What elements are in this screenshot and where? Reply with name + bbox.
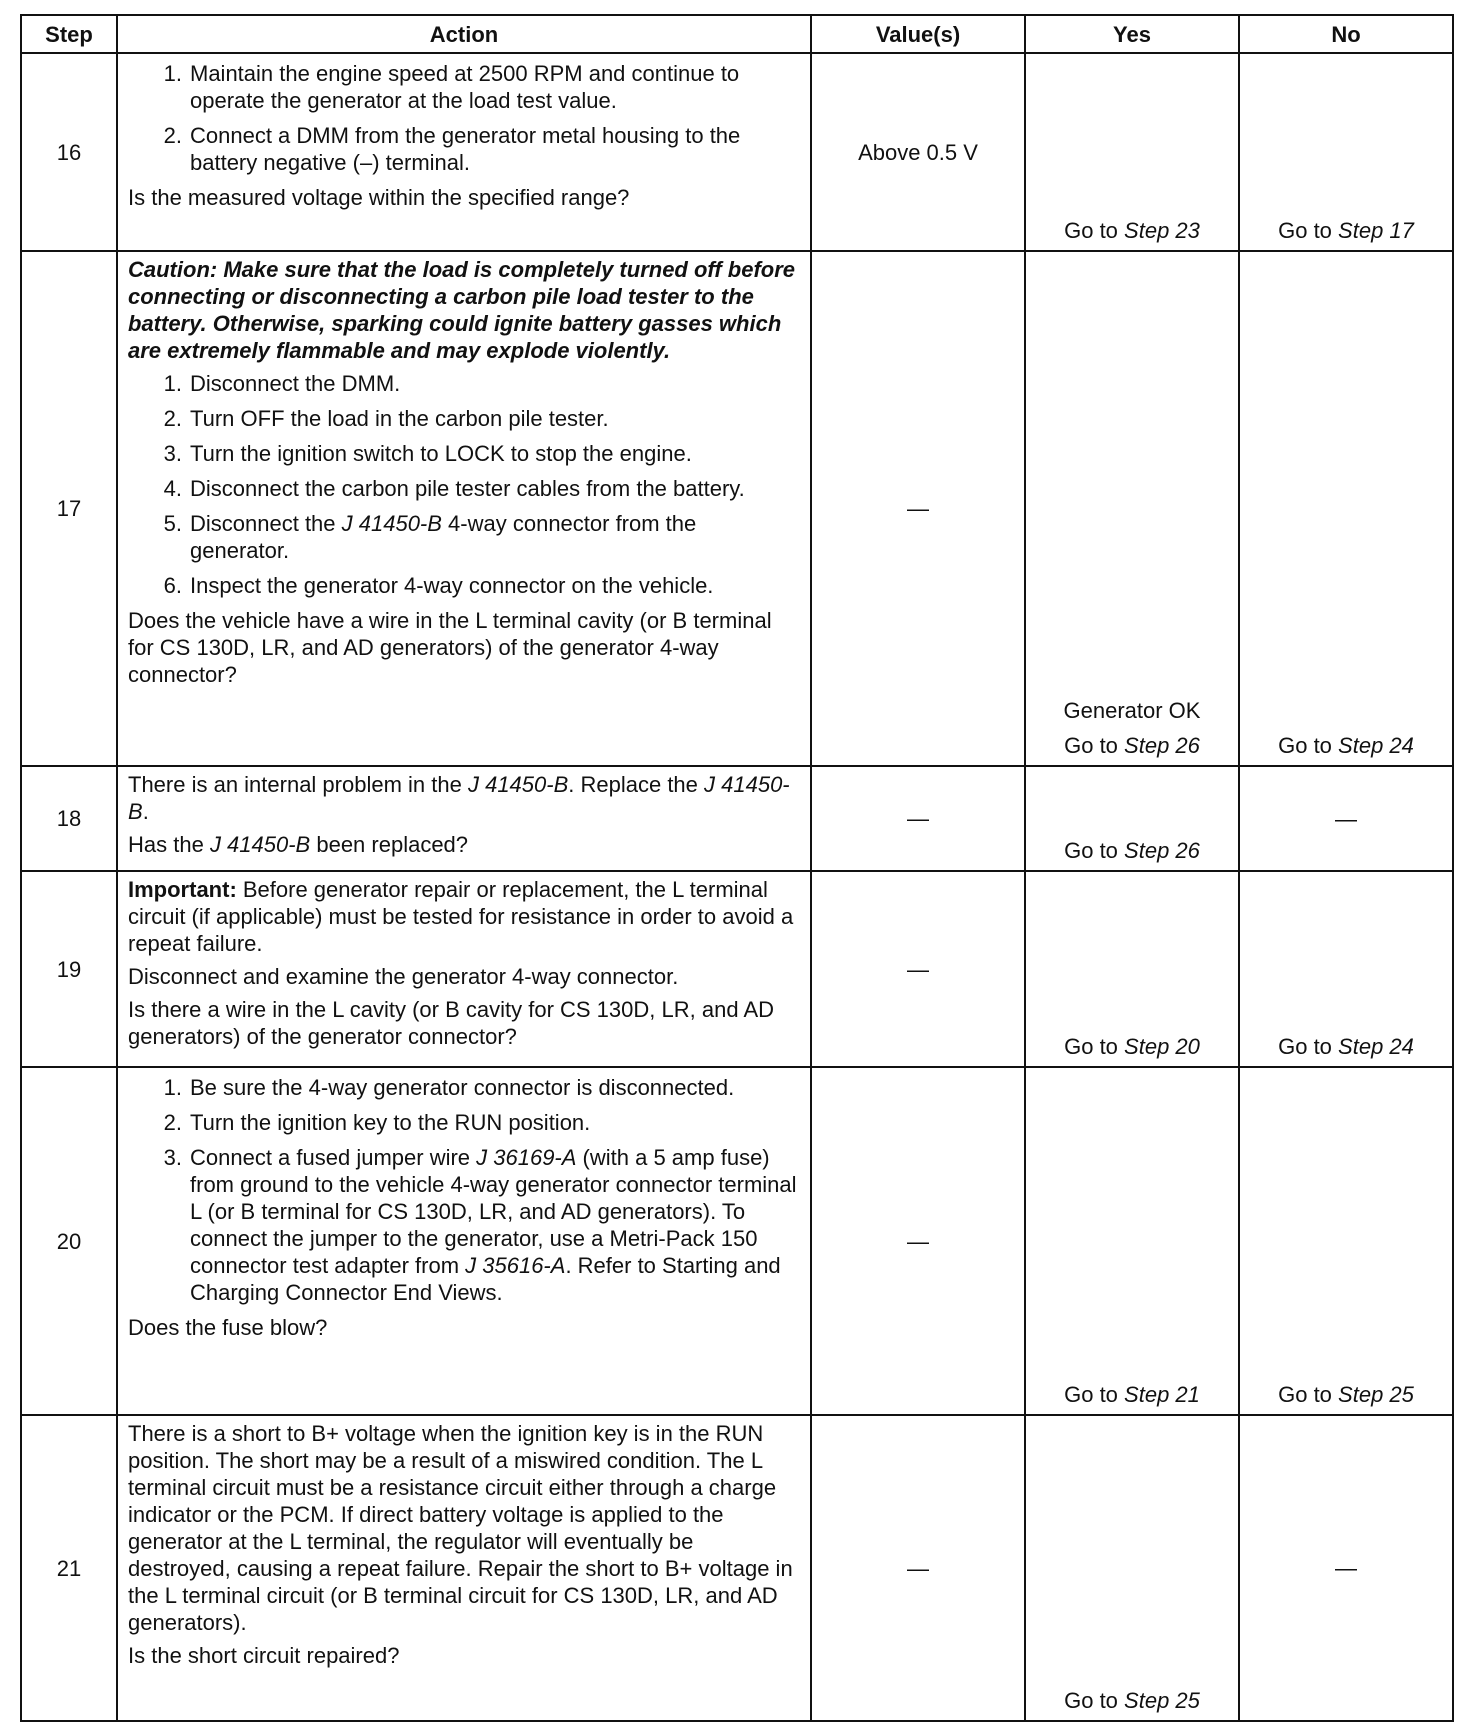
question-text: Has the J 41450-B been replaced? xyxy=(128,832,469,857)
tool-number: J 41450-B xyxy=(467,772,569,797)
list-item: 2. Turn the ignition key to the RUN position. xyxy=(163,1110,591,1135)
step-number: 16 xyxy=(21,53,117,251)
tool-number: J 41450-B xyxy=(128,772,790,824)
step-link[interactable]: Step 26 xyxy=(1124,838,1200,863)
action-text: There is an internal problem in the J 41450-B. Replace the J 41450-B. xyxy=(128,772,790,824)
action-cell xyxy=(117,871,811,1067)
value-cell: — xyxy=(811,251,1025,766)
action-cell xyxy=(117,766,811,871)
step-number: 19 xyxy=(21,871,117,1067)
header-values: Value(s) xyxy=(811,15,1025,53)
table-row-step-17 xyxy=(21,251,1453,766)
list-item: 3. Turn the ignition switch to LOCK to stop the engine. xyxy=(163,441,692,466)
step-link[interactable]: Step 20 xyxy=(1124,1034,1200,1059)
yes-cell: Go to Step 26 xyxy=(1025,766,1239,871)
result-note: Generator OK xyxy=(1063,698,1201,723)
action-cell xyxy=(117,1067,811,1415)
question-text: Does the vehicle have a wire in the L terminal cavity (or B terminal for CS 130D, LR, and AD generators) of the generator 4-way connector? xyxy=(128,608,772,687)
step-link[interactable]: Step 24 xyxy=(1338,1034,1414,1059)
no-cell xyxy=(1239,1415,1453,1721)
header-step: Step xyxy=(21,15,117,53)
yes-cell: Go to Step 23 xyxy=(1025,53,1239,251)
no-cell: Go to Step 24 xyxy=(1239,871,1453,1067)
list-item: 3. Connect a fused jumper wire J 36169-A (with a 5 amp fuse) from ground to the vehicle 4-way generator connector terminal L (or B terminal for CS 130D, LR, and AD generators). To connect the jumper to the generator, use a Metri-Pack 150 connector test adapter from J 35616-A. Refer to Starting and Charging Connector End Views. xyxy=(163,1145,797,1305)
no-cell xyxy=(1239,766,1453,871)
header-no: No xyxy=(1239,15,1453,53)
header-action: Action xyxy=(117,15,811,53)
yes-cell: Generator OK Go to Step 26 xyxy=(1025,251,1239,766)
list-item: 5. Disconnect the J 41450-B 4-way connector from the generator. xyxy=(163,511,697,563)
yes-cell: Go to Step 25 xyxy=(1025,1415,1239,1721)
no-cell: Go to Step 17 xyxy=(1239,53,1453,251)
no-value: — xyxy=(1335,1555,1357,1581)
value-cell: — xyxy=(811,1067,1025,1415)
step-link[interactable]: Step 24 xyxy=(1338,733,1414,758)
value-cell: — xyxy=(811,1415,1025,1721)
tool-number: J 41450-B xyxy=(341,511,442,536)
list-item: 4. Disconnect the carbon pile tester cables from the battery. xyxy=(163,476,745,501)
action-text: Disconnect and examine the generator 4-way connector. xyxy=(128,964,679,989)
yes-cell: Go to Step 21 xyxy=(1025,1067,1239,1415)
question-text: Is the measured voltage within the specified range? xyxy=(128,185,630,210)
yes-cell: Go to Step 20 xyxy=(1025,871,1239,1067)
list-item: 1. Be sure the 4-way generator connector is disconnected. xyxy=(163,1075,735,1100)
step-link[interactable]: Step 21 xyxy=(1124,1382,1200,1407)
question-text: Is there a wire in the L cavity (or B cavity for CS 130D, LR, and AD generators) of the generator connector? xyxy=(128,997,775,1049)
step-number: 20 xyxy=(21,1067,117,1415)
list-item: 6. Inspect the generator 4-way connector on the vehicle. xyxy=(163,573,714,598)
important-note: Important: Before generator repair or replacement, the L terminal circuit (if applicable) must be tested for resistance in order to avoid a repeat failure. xyxy=(128,877,794,956)
action-cell xyxy=(117,251,811,766)
header-yes: Yes xyxy=(1025,15,1239,53)
no-value: — xyxy=(1335,806,1357,831)
no-cell: Go to Step 25 xyxy=(1239,1067,1453,1415)
table-row-step-19 xyxy=(21,871,1453,1067)
diagnostic-table-page xyxy=(20,14,1452,1722)
no-cell: Go to Step 24 xyxy=(1239,251,1453,766)
tool-number: J 35616-A xyxy=(465,1253,566,1278)
important-label: Important: xyxy=(128,877,237,902)
value-cell: — xyxy=(811,766,1025,871)
table-row-step-20 xyxy=(21,1067,1453,1415)
list-item: 1. Disconnect the DMM. xyxy=(163,371,401,396)
step-link[interactable]: Step 26 xyxy=(1124,733,1200,758)
value-cell: Above 0.5 V xyxy=(811,53,1025,251)
step-link[interactable]: Step 25 xyxy=(1124,1688,1200,1713)
table-row-step-18 xyxy=(21,766,1453,871)
tool-number: J 41450-B xyxy=(209,832,311,857)
list-item: 2. Turn OFF the load in the carbon pile tester. xyxy=(163,406,609,431)
table-row-step-16 xyxy=(21,53,1453,251)
action-cell xyxy=(117,53,811,251)
diagnostic-table xyxy=(20,14,1454,1722)
question-text: Is the short circuit repaired? xyxy=(128,1643,400,1668)
list-item: 2. Connect a DMM from the generator metal housing to the battery negative (–) terminal. xyxy=(163,123,741,175)
step-number: 17 xyxy=(21,251,117,766)
table-row-step-21 xyxy=(21,1415,1453,1721)
header-row xyxy=(21,15,1453,53)
tool-number: J 36169-A xyxy=(476,1145,577,1170)
step-link[interactable]: Step 17 xyxy=(1338,218,1414,243)
question-text: Does the fuse blow? xyxy=(128,1315,328,1340)
caution-text: Caution: Make sure that the load is completely turned off before connecting or disconnecting a carbon pile load tester to the battery. Otherwise, sparking could ignite battery gasses which are extremely flammable and may explode violently. xyxy=(128,257,796,363)
step-number: 18 xyxy=(21,766,117,871)
step-link[interactable]: Step 23 xyxy=(1124,218,1200,243)
step-number: 21 xyxy=(21,1415,117,1721)
list-item: 1. Maintain the engine speed at 2500 RPM and continue to operate the generator at the load test value. xyxy=(163,61,740,113)
value-cell: — xyxy=(811,871,1025,1067)
step-link[interactable]: Step 25 xyxy=(1338,1382,1414,1407)
action-text: There is a short to B+ voltage when the ignition key is in the RUN position. The short may be a result of a miswired condition. The L terminal circuit must be a resistance circuit either through a charge indicator or the PCM. If direct battery voltage is applied to the generator at the L terminal, the regulator will eventually be destroyed, causing a repeat failure. Repair the short to B+ voltage in the L terminal circuit (or B terminal circuit for CS 130D, LR, and AD generators). xyxy=(128,1421,793,1635)
action-cell xyxy=(117,1415,811,1721)
